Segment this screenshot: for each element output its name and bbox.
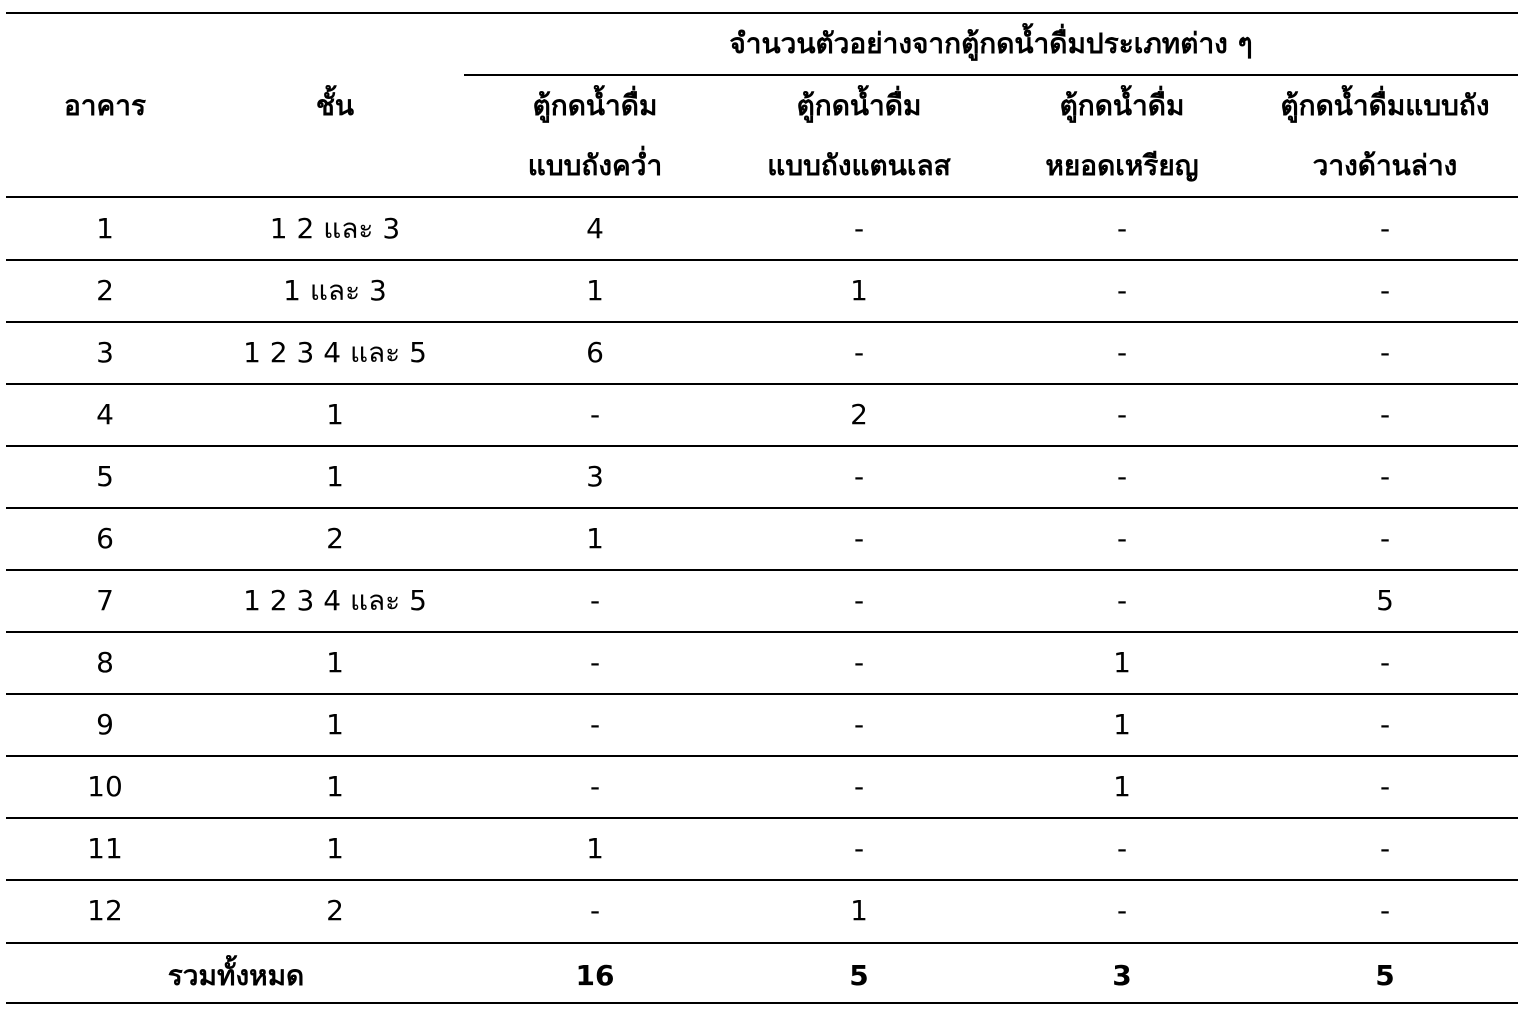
table-cell-c2: - (853, 584, 865, 617)
table-cell-c2: - (853, 646, 865, 679)
total-type-2: 5 (849, 959, 869, 992)
table-cell-building: 3 (96, 336, 114, 369)
table-cell-c4: - (1379, 522, 1391, 555)
table-cell-c2: - (853, 770, 865, 803)
table-cell-c1: 3 (586, 460, 604, 493)
row-divider (6, 755, 1518, 757)
total-top-rule (6, 942, 1518, 944)
header-type-1-line2: แบบถังคว่ำ (527, 149, 663, 182)
row-divider (6, 693, 1518, 695)
table-cell-floor: 1 (326, 708, 344, 741)
header-type-4-line1: ตู้กดน้ำดื่มแบบถัง (1280, 89, 1490, 122)
table-cell-c4: - (1379, 646, 1391, 679)
table-cell-building: 9 (96, 708, 114, 741)
table-cell-building: 8 (96, 646, 114, 679)
table-cell-floor: 1 (326, 398, 344, 431)
table-cell-building: 5 (96, 460, 114, 493)
table-cell-c4: - (1379, 398, 1391, 431)
table-cell-c1: - (589, 708, 601, 741)
header-group-title: จำนวนตัวอย่างจากตู้กดน้ำดื่มประเภทต่าง ๆ (729, 27, 1253, 60)
table-cell-c1: 1 (586, 832, 604, 865)
table-cell-c3: - (1116, 460, 1128, 493)
header-type-3-line1: ตู้กดน้ำดื่ม (1059, 89, 1185, 122)
table-cell-c4: - (1379, 212, 1391, 245)
table-cell-building: 11 (87, 832, 123, 865)
total-type-4: 5 (1375, 959, 1395, 992)
table-cell-c1: - (589, 770, 601, 803)
row-divider (6, 259, 1518, 261)
total-type-1: 16 (575, 959, 615, 992)
row-divider (6, 631, 1518, 633)
table-cell-c2: - (853, 336, 865, 369)
table-cell-c2: 1 (850, 274, 868, 307)
table-cell-c3: - (1116, 584, 1128, 617)
table-cell-c2: - (853, 522, 865, 555)
table-cell-c3: 1 (1113, 708, 1131, 741)
table-cell-c3: - (1116, 894, 1128, 927)
row-divider (6, 817, 1518, 819)
row-divider (6, 569, 1518, 571)
table-cell-c3: - (1116, 522, 1128, 555)
group-underline (464, 74, 1518, 76)
bottom-rule (6, 1002, 1518, 1004)
table-cell-c1: 6 (586, 336, 604, 369)
table-cell-c3: - (1116, 832, 1128, 865)
table-cell-c2: - (853, 708, 865, 741)
table-cell-c3: - (1116, 398, 1128, 431)
header-type-2-line2: แบบถังแตนเลส (767, 149, 951, 182)
header-type-4-line2: วางด้านล่าง (1312, 149, 1458, 182)
header-type-3-line2: หยอดเหรียญ (1045, 149, 1199, 182)
table-cell-c3: - (1116, 274, 1128, 307)
table-cell-c3: - (1116, 212, 1128, 245)
table-cell-c1: - (589, 646, 601, 679)
table-cell-building: 2 (96, 274, 114, 307)
table-cell-c4: - (1379, 708, 1391, 741)
table-cell-c2: - (853, 460, 865, 493)
table-cell-c1: 1 (586, 274, 604, 307)
top-rule (6, 12, 1518, 14)
table-cell-floor: 1 2 และ 3 (269, 212, 401, 245)
table-cell-c1: 1 (586, 522, 604, 555)
table-cell-building: 6 (96, 522, 114, 555)
table-cell-c3: 1 (1113, 646, 1131, 679)
table-cell-c2: - (853, 212, 865, 245)
header-building: อาคาร (63, 89, 147, 122)
table-cell-floor: 1 และ 3 (283, 274, 387, 307)
table-cell-building: 1 (96, 212, 114, 245)
table-cell-floor: 1 (326, 646, 344, 679)
table-cell-c4: - (1379, 460, 1391, 493)
table-cell-c1: - (589, 894, 601, 927)
header-floor: ชั้น (315, 89, 355, 122)
table-cell-c4: 5 (1376, 584, 1394, 617)
table-cell-floor: 1 (326, 770, 344, 803)
row-divider (6, 321, 1518, 323)
table-cell-floor: 1 2 3 4 และ 5 (243, 336, 427, 369)
table-cell-c1: - (589, 398, 601, 431)
table-cell-c2: - (853, 832, 865, 865)
table-cell-c3: - (1116, 336, 1128, 369)
table-cell-floor: 2 (326, 894, 344, 927)
row-divider (6, 445, 1518, 447)
table-cell-c4: - (1379, 274, 1391, 307)
header-type-1-line1: ตู้กดน้ำดื่ม (532, 89, 658, 122)
row-divider (6, 507, 1518, 509)
total-type-3: 3 (1112, 959, 1132, 992)
table-cell-c2: 2 (850, 398, 868, 431)
header-type-2-line1: ตู้กดน้ำดื่ม (796, 89, 922, 122)
table-cell-building: 10 (87, 770, 123, 803)
table-cell-building: 12 (87, 894, 123, 927)
table-cell-c4: - (1379, 336, 1391, 369)
row-divider (6, 879, 1518, 881)
table-cell-building: 4 (96, 398, 114, 431)
table-cell-c1: - (589, 584, 601, 617)
table-cell-c2: 1 (850, 894, 868, 927)
table-cell-c4: - (1379, 894, 1391, 927)
header-bottom-rule (6, 196, 1518, 198)
table-cell-c3: 1 (1113, 770, 1131, 803)
table-cell-floor: 1 2 3 4 และ 5 (243, 584, 427, 617)
row-divider (6, 383, 1518, 385)
table-cell-c4: - (1379, 770, 1391, 803)
table-cell-building: 7 (96, 584, 114, 617)
table-cell-c1: 4 (586, 212, 604, 245)
table-cell-floor: 1 (326, 460, 344, 493)
table-cell-floor: 2 (326, 522, 344, 555)
table-cell-floor: 1 (326, 832, 344, 865)
total-label: รวมทั้งหมด (167, 959, 305, 992)
table-cell-c4: - (1379, 832, 1391, 865)
